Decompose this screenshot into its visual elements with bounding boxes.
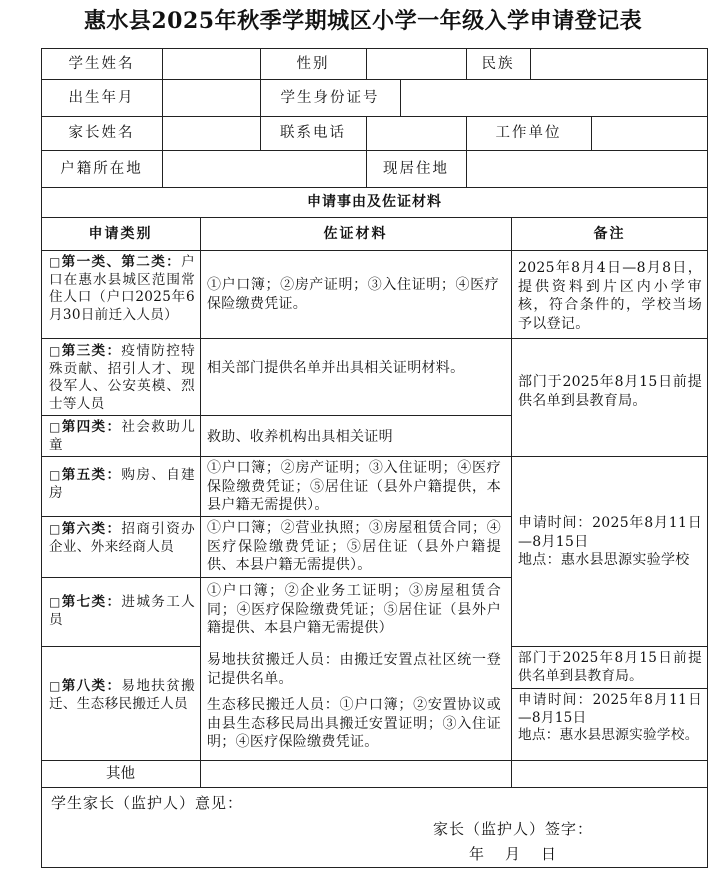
materials-5: ①户口簿；②房产证明；③入住证明；④医疗保险缴费凭证；⑤居住证（县外户籍提供，本县户籍无需提供）。 (207, 460, 501, 513)
checkbox-category-4[interactable]: □ (49, 420, 62, 434)
col-divider (200, 217, 201, 787)
registration-form (41, 48, 708, 868)
work-unit-field[interactable] (591, 116, 707, 150)
parent-name-label: 家长姓名 (68, 125, 135, 141)
checkbox-category-1-2[interactable]: □ (49, 255, 62, 269)
ethnicity-field[interactable] (530, 48, 707, 79)
row-divider (200, 415, 511, 416)
materials-3: 相关部门提供名单并出具相关证明材料。 (207, 360, 465, 376)
category-1-2 (49, 254, 195, 324)
row-divider (41, 516, 200, 517)
category-3 (49, 343, 195, 413)
category-7-desc: 进城务工人员 (49, 594, 196, 628)
remarks-8-b: 申请时间：2025年8月11日—8月15日 地点：惠水县思源实验学校。 (518, 692, 702, 743)
row-divider (41, 646, 200, 647)
category-5-name: 第五类： (61, 467, 122, 483)
residence-field[interactable] (466, 150, 707, 187)
gender-field[interactable] (366, 48, 466, 79)
parent-opinion-label: 学生家长（监护人）意见： (51, 794, 244, 812)
checkbox-category-7[interactable]: □ (49, 595, 62, 609)
birth-date-field[interactable] (162, 79, 260, 116)
category-3-name: 第三类： (61, 343, 122, 359)
work-unit-label: 工作单位 (495, 125, 562, 141)
remarks-1-2: 2025年8月4日—8月8日，提供资料到片区内小学审核，符合条件的，学校当场予以登记。 (518, 260, 702, 332)
category-4 (49, 419, 195, 454)
category-6-name: 第六类： (61, 521, 122, 537)
category-4-name: 第四类： (61, 419, 122, 435)
category-1-2-name: 第一类、第二类： (61, 254, 182, 270)
materials-7: ①户口簿；②企业务工证明；③房屋租赁合同；④医疗保险缴费凭证；⑤居住证（县外户籍提供、本县户籍无需提供） (207, 583, 501, 636)
row-divider (200, 516, 511, 517)
student-id-label: 学生身份证号 (280, 89, 380, 106)
category-6-desc: 招商引资办企业、外来经商人员 (49, 521, 196, 555)
phone-label: 联系电话 (280, 125, 346, 141)
category-7 (49, 594, 195, 629)
row-divider (511, 456, 708, 457)
row-divider (41, 250, 708, 251)
parent-name-field[interactable] (162, 116, 260, 150)
gender-label: 性别 (296, 55, 330, 72)
signature-date: 年 月 日 (469, 845, 560, 863)
category-1-2-desc: 户口在惠水县城区范围常住人口（户口2025年6月30日前迁入人员） (49, 254, 195, 323)
student-name-field[interactable] (162, 48, 260, 79)
category-8-desc: 易地扶贫搬迁、生态移民搬迁人员 (49, 678, 196, 712)
row-divider (200, 338, 511, 339)
other-label: 其他 (106, 765, 135, 782)
row-divider (41, 456, 200, 457)
other-field[interactable] (200, 760, 707, 787)
border-bottom (41, 867, 708, 868)
row-divider (200, 577, 511, 578)
row-divider (41, 787, 708, 788)
category-8-name: 第八类： (61, 678, 122, 694)
checkbox-category-3[interactable]: □ (49, 344, 62, 358)
materials-8-a: 易地扶贫搬迁人员：由搬迁安置点社区统一登记提供名单。 (207, 652, 501, 687)
remarks-header: 备注 (593, 225, 626, 242)
checkbox-category-8[interactable]: □ (49, 679, 62, 693)
student-id-field[interactable] (400, 79, 707, 116)
hukou-label: 户籍所在地 (60, 160, 143, 177)
row-divider (511, 338, 708, 339)
materials-4: 救助、收养机构出具相关证明 (207, 429, 393, 445)
col-divider (511, 217, 512, 787)
ethnicity-label: 民族 (481, 55, 515, 72)
category-4-desc: 社会救助儿童 (49, 419, 196, 453)
checkbox-category-5[interactable]: □ (49, 468, 62, 482)
birth-date-label: 出生年月 (68, 89, 135, 106)
remarks-5-7: 申请时间：2025年8月11日—8月15日 地点：惠水县思源实验学校 (518, 515, 702, 568)
row-divider (41, 577, 200, 578)
student-name-label: 学生姓名 (68, 55, 135, 72)
remarks-8-a: 部门于2025年8月15日前提供名单到县教育局。 (518, 650, 702, 684)
category-8 (49, 678, 195, 713)
remarks-3-4: 部门于2025年8月15日前提供名单到县教育局。 (518, 374, 702, 409)
category-3-desc: 疫情防控特殊贡献、招引人才、现役军人、公安英模、烈士等人员 (49, 343, 196, 412)
parent-opinion-field[interactable] (49, 814, 699, 864)
section-title: 申请事由及佐证材料 (307, 194, 442, 210)
category-5 (49, 467, 195, 502)
hukou-field[interactable] (162, 150, 366, 187)
category-5-desc: 购房、自建房 (49, 467, 196, 501)
row-divider (41, 415, 200, 416)
category-header: 申请类别 (88, 225, 153, 242)
category-6 (49, 521, 195, 556)
materials-header: 佐证材料 (323, 225, 388, 242)
row-divider (511, 646, 708, 647)
border-right (707, 48, 708, 868)
form-title: 惠水县2025年秋季学期城区小学一年级入学申请登记表 (83, 8, 643, 34)
materials-8-b: 生态移民搬迁人员：①户口簿；②安置协议或由县生态移民局出具搬迁安置证明；③入住证明；④医疗保险缴费凭证。 (207, 697, 501, 750)
row-divider (511, 688, 708, 689)
residence-label: 现居住地 (383, 160, 449, 177)
materials-1-2: ①户口簿；②房产证明；③入住证明；④医疗保险缴费凭证。 (207, 277, 499, 312)
row-divider (41, 338, 200, 339)
checkbox-category-6[interactable]: □ (49, 522, 62, 536)
row-divider (200, 456, 511, 457)
phone-field[interactable] (366, 116, 466, 150)
category-7-name: 第七类： (61, 594, 122, 610)
materials-6: ①户口簿；②营业执照；③房屋租赁合同；④医疗保险缴费凭证；⑤居住证（县外户籍提供、本县户籍无需提供）。 (207, 520, 501, 573)
parent-signature-label: 家长（监护人）签字： (433, 820, 594, 838)
